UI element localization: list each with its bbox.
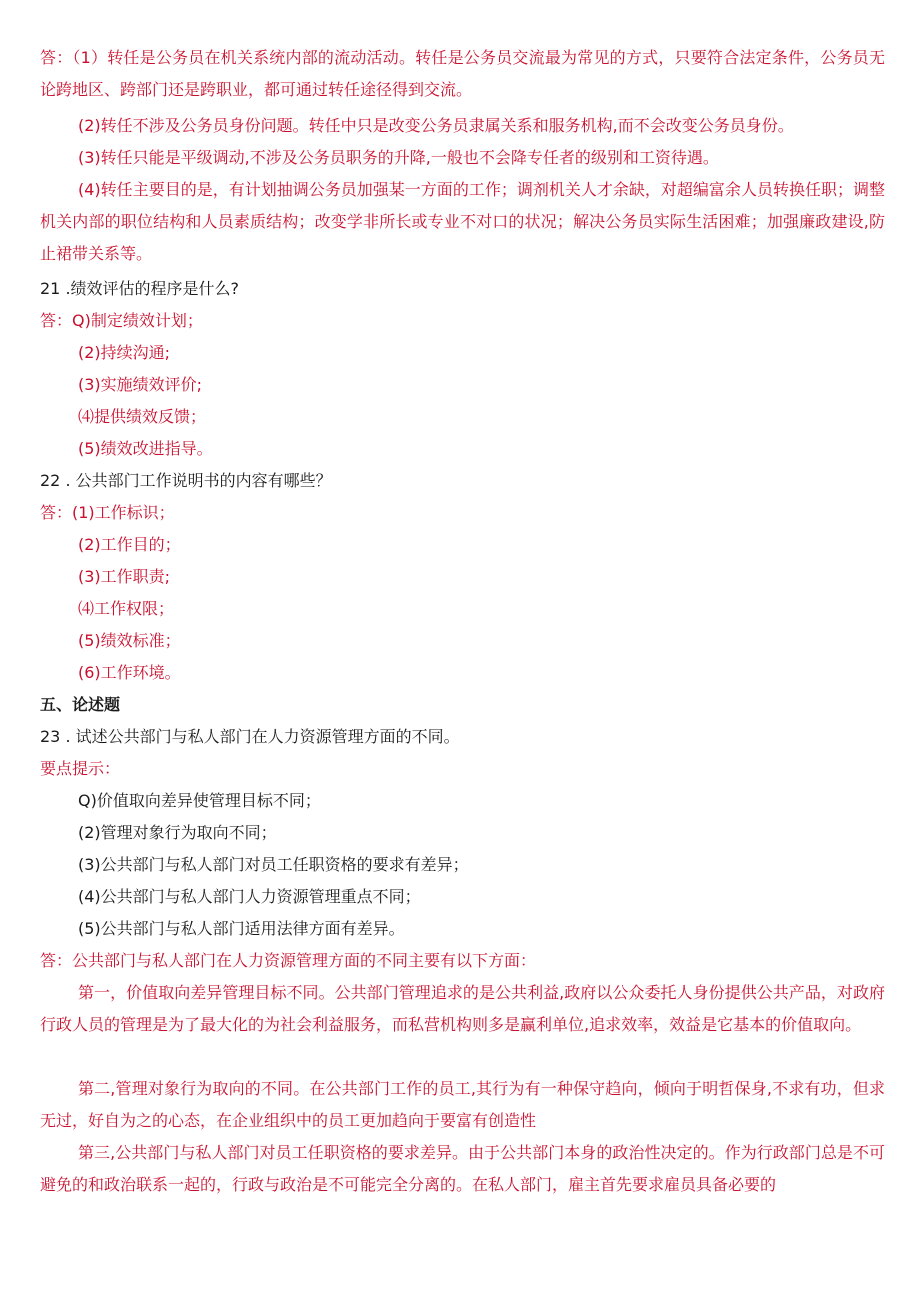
answer-20-item-2: (2)转任不涉及公务员身份问题。转任中只是改变公务员隶属关系和服务机构,而不会改变公务员身份。 [78,116,794,135]
key-points-label: 要点提示： [40,759,121,778]
key-point-1: Q)价值取向差异使管理目标不同； [78,791,321,810]
answer-23-point-3: 第三,公共部门与私人部门对员工任职资格的要求差异。由于公共部门本身的政治性决定的。作为行政部门总是不可避免的和政治联系一起的，行政与政治是不可能完全分离的。在私人部门，雇主首先要求雇员具备必要的 [40,1143,885,1194]
key-point-3: (3)公共部门与私人部门对员工任职资格的要求有差异； [78,855,469,874]
key-point-4: (4)公共部门与私人部门人力资源管理重点不同； [78,887,421,906]
answer-23-point-1: 第一，价值取向差异管理目标不同。公共部门管理追求的是公共利益,政府以公众委托人身份提供公共产品，对政府行政人员的管理是为了最大化的为社会利益服务，而私营机构则多是赢利单位,追求效率，效益是它基本的价值取向。 [40,983,885,1034]
question-23: 23 . 试述公共部门与私人部门在人力资源管理方面的不同。 [40,727,460,746]
answer-22-item-1: 答：(1)工作标识； [40,503,175,522]
answer-22-item-5: (5)绩效标准； [78,631,181,650]
section-heading: 五、论述题 [40,695,121,714]
answer-22-item-6: (6)工作环境。 [78,663,181,682]
answer-21-item-1: 答：Q)制定绩效计划； [40,311,203,330]
answer-21-item-3: (3)实施绩效评价; [78,375,203,394]
answer-23-point-2: 第二,管理对象行为取向的不同。在公共部门工作的员工,其行为有一种保守趋向，倾向于明哲保身,不求有功，但求无过，好自为之的心态，在企业组织中的员工更加趋向于要富有创造性 [40,1079,885,1130]
question-22: 22 . 公共部门工作说明书的内容有哪些？ [40,471,332,490]
key-point-5: (5)公共部门与私人部门适用法律方面有差异。 [78,919,405,938]
key-point-2: (2)管理对象行为取向不同； [78,823,277,842]
answer-22-item-2: (2)工作目的； [78,535,181,554]
answer-21-item-4: ⑷提供绩效反馈； [78,407,207,426]
answer-22-item-3: (3)工作职责; [78,567,171,586]
answer-20-item-1: 答：（1）转任是公务员在机关系统内部的流动活动。转任是公务员交流最为常见的方式，只要符合法定条件，公务员无论跨地区、跨部门还是跨职业，都可通过转任途径得到交流。 [40,48,885,99]
answer-20-item-4: (4)转任主要目的是，有计划抽调公务员加强某一方面的工作；调剂机关人才余缺，对超编富余人员转换任职；调整机关内部的职位结构和人员素质结构；改变学非所长或专业不对口的状况；解决公务员实际生活困难；加强廉政建设,防止裙带关系等。 [40,180,885,263]
answer-23-intro: 答：公共部门与私人部门在人力资源管理方面的不同主要有以下方面： [40,951,537,970]
question-21: 21 .绩效评估的程序是什么? [40,279,240,298]
answer-21-item-5: (5)绩效改进指导。 [78,439,213,458]
answer-21-item-2: (2)持续沟通; [78,343,171,362]
answer-22-item-4: ⑷工作权限； [78,599,175,618]
answer-20-item-3: (3)转任只能是平级调动,不涉及公务员职务的升降,一般也不会降专任者的级别和工资待遇。 [78,148,719,167]
